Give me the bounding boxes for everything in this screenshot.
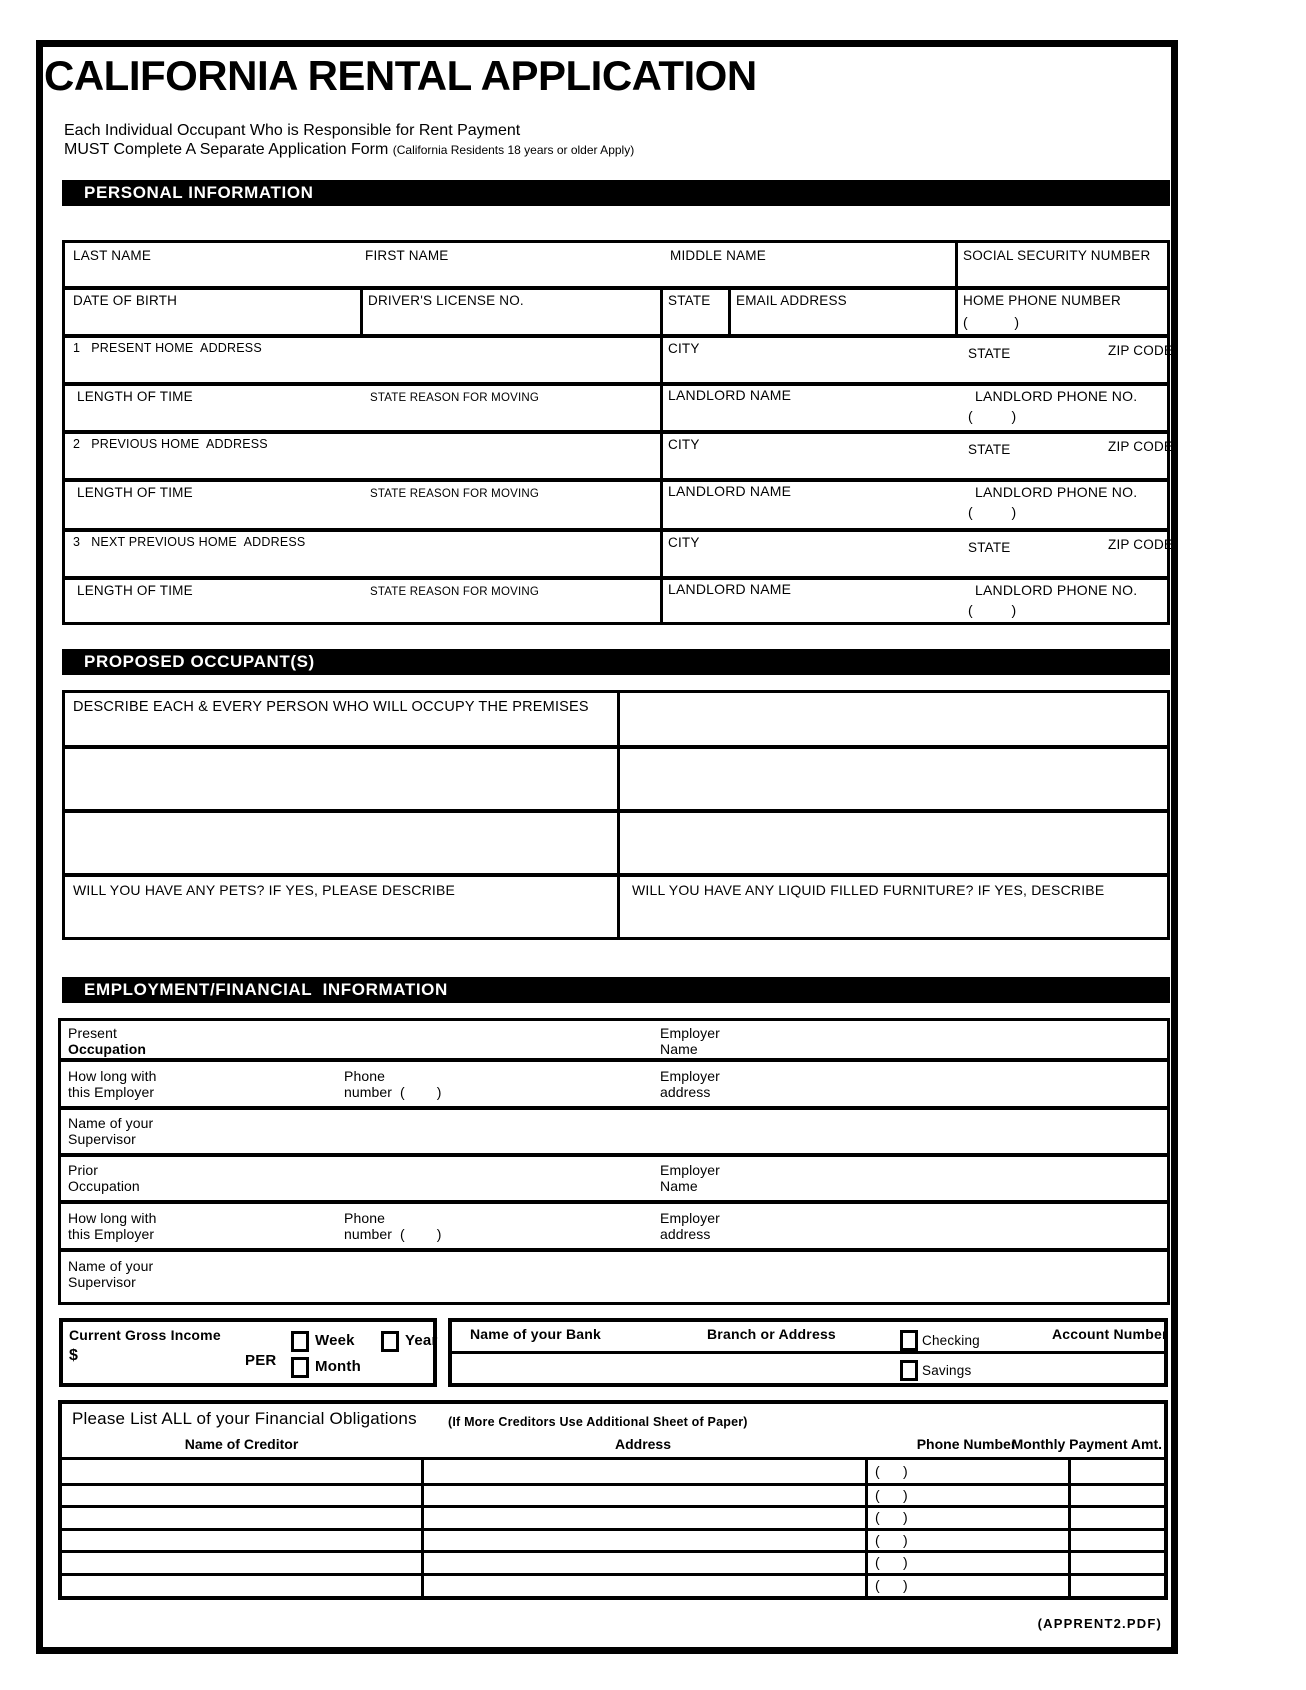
present-occupation-field-label[interactable]: [68, 1025, 146, 1057]
checking-checkbox[interactable]: [900, 1330, 918, 1351]
zip2-field-label[interactable]: ZIP CODE: [1108, 439, 1174, 454]
dob-field-label[interactable]: DATE OF BIRTH: [73, 293, 178, 308]
employer-addr-l1: Employer: [660, 1068, 720, 1084]
phone-l2: number ( ): [344, 1084, 442, 1100]
financial-title: Please List ALL of your Financial Obligations: [72, 1409, 417, 1428]
landlord2-field-label[interactable]: LANDLORD NAME: [668, 483, 792, 499]
last-name-field-label[interactable]: LAST NAME: [73, 248, 152, 263]
first-name-field-label[interactable]: FIRST NAME: [365, 248, 449, 263]
divider: [65, 382, 1167, 386]
employer-phone-field-label-2[interactable]: [344, 1210, 442, 1242]
city3-field-label[interactable]: CITY: [668, 535, 700, 550]
divider: [61, 1058, 1167, 1062]
length2-field-label[interactable]: LENGTH OF TIME: [77, 485, 193, 500]
month-label: Month: [315, 1358, 361, 1375]
employer-phone-field-label-1[interactable]: [344, 1068, 442, 1100]
employer-name-field-label-1[interactable]: [660, 1025, 720, 1057]
employer-name-l2: Name: [660, 1178, 698, 1194]
divider: [452, 1351, 1164, 1354]
landlord1-phone-blank[interactable]: ( ): [968, 408, 1017, 424]
pets-field-label[interactable]: WILL YOU HAVE ANY PETS? IF YES, PLEASE DESCRIBE: [73, 882, 456, 898]
supervisor-field-label-2[interactable]: [68, 1258, 153, 1290]
employer-name-l1: Employer: [660, 1162, 720, 1178]
creditor-phone-blank-5[interactable]: ( ): [875, 1554, 908, 1570]
home-phone-field-label[interactable]: HOME PHONE NUMBER: [963, 293, 1121, 308]
creditor-row-2[interactable]: [62, 1486, 1164, 1505]
section-header-employment: EMPLOYMENT/FINANCIAL INFORMATION: [62, 977, 1170, 1003]
week-label: Week: [315, 1332, 355, 1349]
divider: [617, 693, 620, 937]
per-label: PER: [245, 1352, 277, 1369]
address3-field-label[interactable]: [73, 535, 305, 550]
landlord1-phone-label[interactable]: LANDLORD PHONE NO.: [975, 388, 1138, 404]
address2-num: 2: [73, 437, 81, 451]
col-header-monthly: Monthly Payment Amt.: [1011, 1436, 1162, 1452]
month-checkbox[interactable]: [291, 1357, 309, 1378]
employer-address-field-label-1[interactable]: [660, 1068, 720, 1100]
divider: [955, 243, 958, 338]
supervisor-l2: Supervisor: [68, 1274, 136, 1290]
employer-name-l1: Employer: [660, 1025, 720, 1041]
creditor-phone-blank-3[interactable]: ( ): [875, 1509, 908, 1525]
phone-l1: Phone: [344, 1068, 385, 1084]
subtitle-line2: [64, 141, 634, 159]
section-header-occupants: PROPOSED OCCUPANT(S): [62, 649, 1170, 675]
occupant-entry-field-5[interactable]: [623, 813, 1167, 873]
col-header-creditor: Name of Creditor: [184, 1436, 299, 1452]
landlord1-field-label[interactable]: LANDLORD NAME: [668, 387, 792, 403]
divider: [65, 334, 1167, 338]
occupant-entry-field-4[interactable]: [65, 813, 617, 873]
employer-addr-l2: address: [660, 1226, 711, 1242]
divider: [61, 1200, 1167, 1204]
state3-field-label[interactable]: STATE: [968, 540, 1011, 555]
section-header-personal: PERSONAL INFORMATION: [62, 180, 1170, 206]
howlong-l1: How long with: [68, 1210, 157, 1226]
divider: [61, 1248, 1167, 1252]
creditor-row-4[interactable]: [62, 1531, 1164, 1550]
divider: [61, 1106, 1167, 1110]
address2-label: PREVIOUS HOME ADDRESS: [91, 437, 268, 451]
bank-name-field-label[interactable]: Name of your Bank: [470, 1326, 601, 1342]
phone-l2: number ( ): [344, 1226, 442, 1242]
state-field-label[interactable]: STATE: [668, 293, 711, 308]
howlong-l2: this Employer: [68, 1084, 155, 1100]
creditor-row-6[interactable]: [62, 1576, 1164, 1596]
home-phone-blank[interactable]: ( ): [963, 314, 1019, 330]
creditor-row-3[interactable]: [62, 1508, 1164, 1528]
dollar-sign-label[interactable]: $: [69, 1347, 79, 1364]
length1-field-label[interactable]: LENGTH OF TIME: [77, 389, 193, 404]
address1-label: PRESENT HOME ADDRESS: [91, 341, 262, 355]
checking-label: Checking: [922, 1333, 980, 1348]
how-long-field-label-1[interactable]: [68, 1068, 156, 1100]
zip3-field-label[interactable]: ZIP CODE: [1108, 537, 1174, 552]
address3-num: 3: [73, 535, 81, 549]
landlord3-phone-label[interactable]: LANDLORD PHONE NO.: [975, 582, 1138, 598]
length3-field-label[interactable]: LENGTH OF TIME: [77, 583, 193, 598]
subtitle-line1: Each Individual Occupant Who is Responsible for Rent Payment: [64, 122, 521, 139]
drivers-license-field-label[interactable]: DRIVER'S LICENSE NO.: [368, 293, 524, 308]
savings-checkbox[interactable]: [900, 1360, 918, 1381]
supervisor-field-label-1[interactable]: [68, 1115, 153, 1147]
divider: [65, 286, 1167, 290]
employer-name-field-label-2[interactable]: [660, 1162, 720, 1194]
bank-branch-field-label[interactable]: Branch or Address: [707, 1326, 836, 1342]
savings-label: Savings: [922, 1363, 972, 1378]
employer-addr-l1: Employer: [660, 1210, 720, 1226]
reason3-field-label[interactable]: STATE REASON FOR MOVING: [370, 586, 540, 598]
supervisor-l1: Name of your: [68, 1115, 154, 1131]
employment-table: [58, 1018, 1170, 1305]
creditor-row-5[interactable]: [62, 1553, 1164, 1573]
col-header-phone: Phone Number: [916, 1436, 1017, 1452]
prior-l1: Prior: [68, 1162, 99, 1178]
address2-field-label[interactable]: [73, 437, 268, 452]
divider: [660, 286, 663, 622]
employer-addr-l2: address: [660, 1084, 711, 1100]
form-reference: (APPRENT2.PDF): [1037, 1616, 1162, 1631]
divider: [65, 478, 1167, 482]
occupant-entry-field-1[interactable]: [623, 693, 1167, 745]
supervisor-l1: Name of your: [68, 1258, 154, 1274]
creditor-phone-blank-4[interactable]: ( ): [875, 1532, 908, 1548]
employer-address-field-label-2[interactable]: [660, 1210, 720, 1242]
gross-income-box: [59, 1318, 437, 1387]
divider: [360, 286, 363, 338]
reason2-field-label[interactable]: STATE REASON FOR MOVING: [370, 488, 540, 500]
financial-obligations-box: [58, 1400, 1168, 1600]
address1-num: 1: [73, 341, 81, 355]
state2-field-label[interactable]: STATE: [968, 442, 1011, 457]
prior-l2: Occupation: [68, 1178, 140, 1194]
landlord2-phone-blank[interactable]: ( ): [968, 504, 1017, 520]
gross-income-label: Current Gross Income: [69, 1327, 221, 1343]
supervisor-l2: Supervisor: [68, 1131, 136, 1147]
landlord3-field-label[interactable]: LANDLORD NAME: [668, 581, 792, 597]
address3-label: NEXT PREVIOUS HOME ADDRESS: [91, 535, 306, 549]
city1-field-label[interactable]: CITY: [668, 341, 700, 356]
account-number-field-label[interactable]: Account Number: [1052, 1326, 1168, 1342]
liquid-furniture-field-label[interactable]: WILL YOU HAVE ANY LIQUID FILLED FURNITURE? IF YES, DESCRIBE: [632, 882, 1105, 898]
occupants-table: [62, 690, 1170, 940]
creditor-phone-blank-1[interactable]: ( ): [875, 1463, 908, 1479]
creditor-row-1[interactable]: [62, 1460, 1164, 1483]
reason1-field-label[interactable]: STATE REASON FOR MOVING: [370, 392, 540, 404]
divider: [65, 528, 1167, 532]
year-checkbox[interactable]: [381, 1331, 399, 1352]
present-label-l1: Present: [68, 1025, 117, 1041]
ssn-field-label[interactable]: SOCIAL SECURITY NUMBER: [963, 248, 1151, 263]
divider: [65, 430, 1167, 434]
bank-box: [448, 1318, 1168, 1387]
middle-name-field-label[interactable]: MIDDLE NAME: [670, 248, 766, 263]
city2-field-label[interactable]: CITY: [668, 437, 700, 452]
email-field-label[interactable]: EMAIL ADDRESS: [736, 293, 847, 308]
financial-note: (If More Creditors Use Additional Sheet of Paper): [448, 1415, 748, 1429]
prior-occupation-field-label[interactable]: [68, 1162, 140, 1194]
occupant-entry-field-3[interactable]: [623, 749, 1167, 809]
personal-info-table: [62, 240, 1174, 625]
howlong-l2: this Employer: [68, 1226, 155, 1242]
zip1-field-label[interactable]: ZIP CODE: [1108, 343, 1174, 358]
divider: [728, 286, 731, 338]
employer-name-l2: Name: [660, 1041, 698, 1057]
page-title: CALIFORNIA RENTAL APPLICATION: [44, 52, 757, 99]
landlord2-phone-label[interactable]: LANDLORD PHONE NO.: [975, 484, 1138, 500]
landlord3-phone-blank[interactable]: ( ): [968, 602, 1017, 618]
creditor-phone-blank-2[interactable]: ( ): [875, 1487, 908, 1503]
week-checkbox[interactable]: [291, 1331, 309, 1352]
divider: [65, 576, 1167, 580]
divider: [61, 1153, 1167, 1157]
subtitle-line2-text: MUST Complete A Separate Application Form: [64, 141, 393, 158]
describe-occupants-label: DESCRIBE EACH & EVERY PERSON WHO WILL OCCUPY THE PREMISES: [73, 699, 589, 715]
state1-field-label[interactable]: STATE: [968, 346, 1011, 361]
address1-field-label[interactable]: [73, 341, 262, 356]
year-label: Year: [405, 1332, 438, 1349]
phone-l1: Phone: [344, 1210, 385, 1226]
subtitle-note: (California Residents 18 years or older Apply): [392, 143, 635, 157]
howlong-l1: How long with: [68, 1068, 157, 1084]
col-header-address: Address: [614, 1436, 672, 1452]
creditor-phone-blank-6[interactable]: ( ): [875, 1577, 908, 1593]
occupant-entry-field-2[interactable]: [65, 749, 617, 809]
divider: [65, 873, 1167, 877]
how-long-field-label-2[interactable]: [68, 1210, 156, 1242]
present-label-l2: Occupation: [68, 1041, 147, 1057]
